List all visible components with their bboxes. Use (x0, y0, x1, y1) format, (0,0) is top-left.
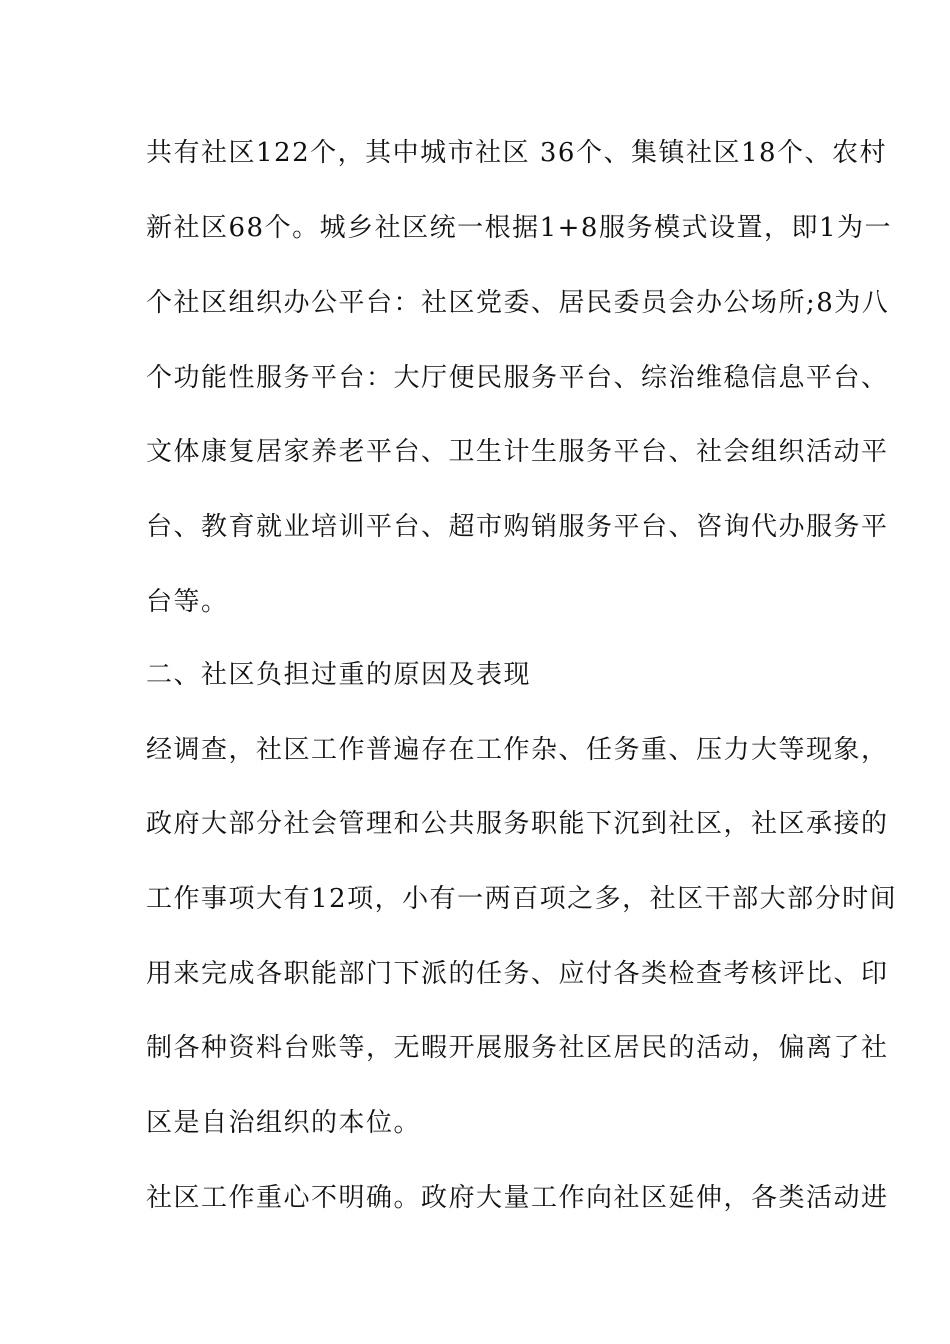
paragraph-line: 经调查，社区工作普遍存在工作杂、任务重、压力大等现象， (146, 735, 889, 765)
paragraph-line: 新社区68个。城乡社区统一根据1+8服务模式设置，即1为一 (146, 213, 892, 243)
paragraph-line: 台等。 (146, 587, 229, 617)
paragraph-line: 社区工作重心不明确。政府大量工作向社区延伸，各类活动进 (146, 1183, 889, 1213)
paragraph-line: 用来完成各职能部门下派的任务、应付各类检查考核评比、印 (146, 959, 889, 989)
paragraph-line: 个功能性服务平台：大厅便民服务平台、综治维稳信息平台、 (146, 363, 889, 393)
paragraph-line: 个社区组织办公平台：社区党委、居民委员会办公场所;8为八 (146, 288, 890, 318)
paragraph-line: 工作事项大有12项，小有一两百项之多，社区干部大部分时间 (146, 884, 898, 914)
paragraph-line: 区是自治组织的本位。 (146, 1108, 422, 1138)
section-heading: 二、社区负担过重的原因及表现 (146, 660, 532, 690)
paragraph-line: 台、教育就业培训平台、超市购销服务平台、咨询代办服务平 (146, 512, 889, 542)
paragraph-line: 政府大部分社会管理和公共服务职能下沉到社区，社区承接的 (146, 809, 889, 839)
paragraph-line: 文体康复居家养老平台、卫生计生服务平台、社会组织活动平 (146, 437, 889, 467)
paragraph-line: 共有社区122个，其中城市社区 36个、集镇社区18个、农村 (146, 138, 888, 168)
paragraph-line: 制各种资料台账等，无暇开展服务社区居民的活动，偏离了社 (146, 1033, 889, 1063)
